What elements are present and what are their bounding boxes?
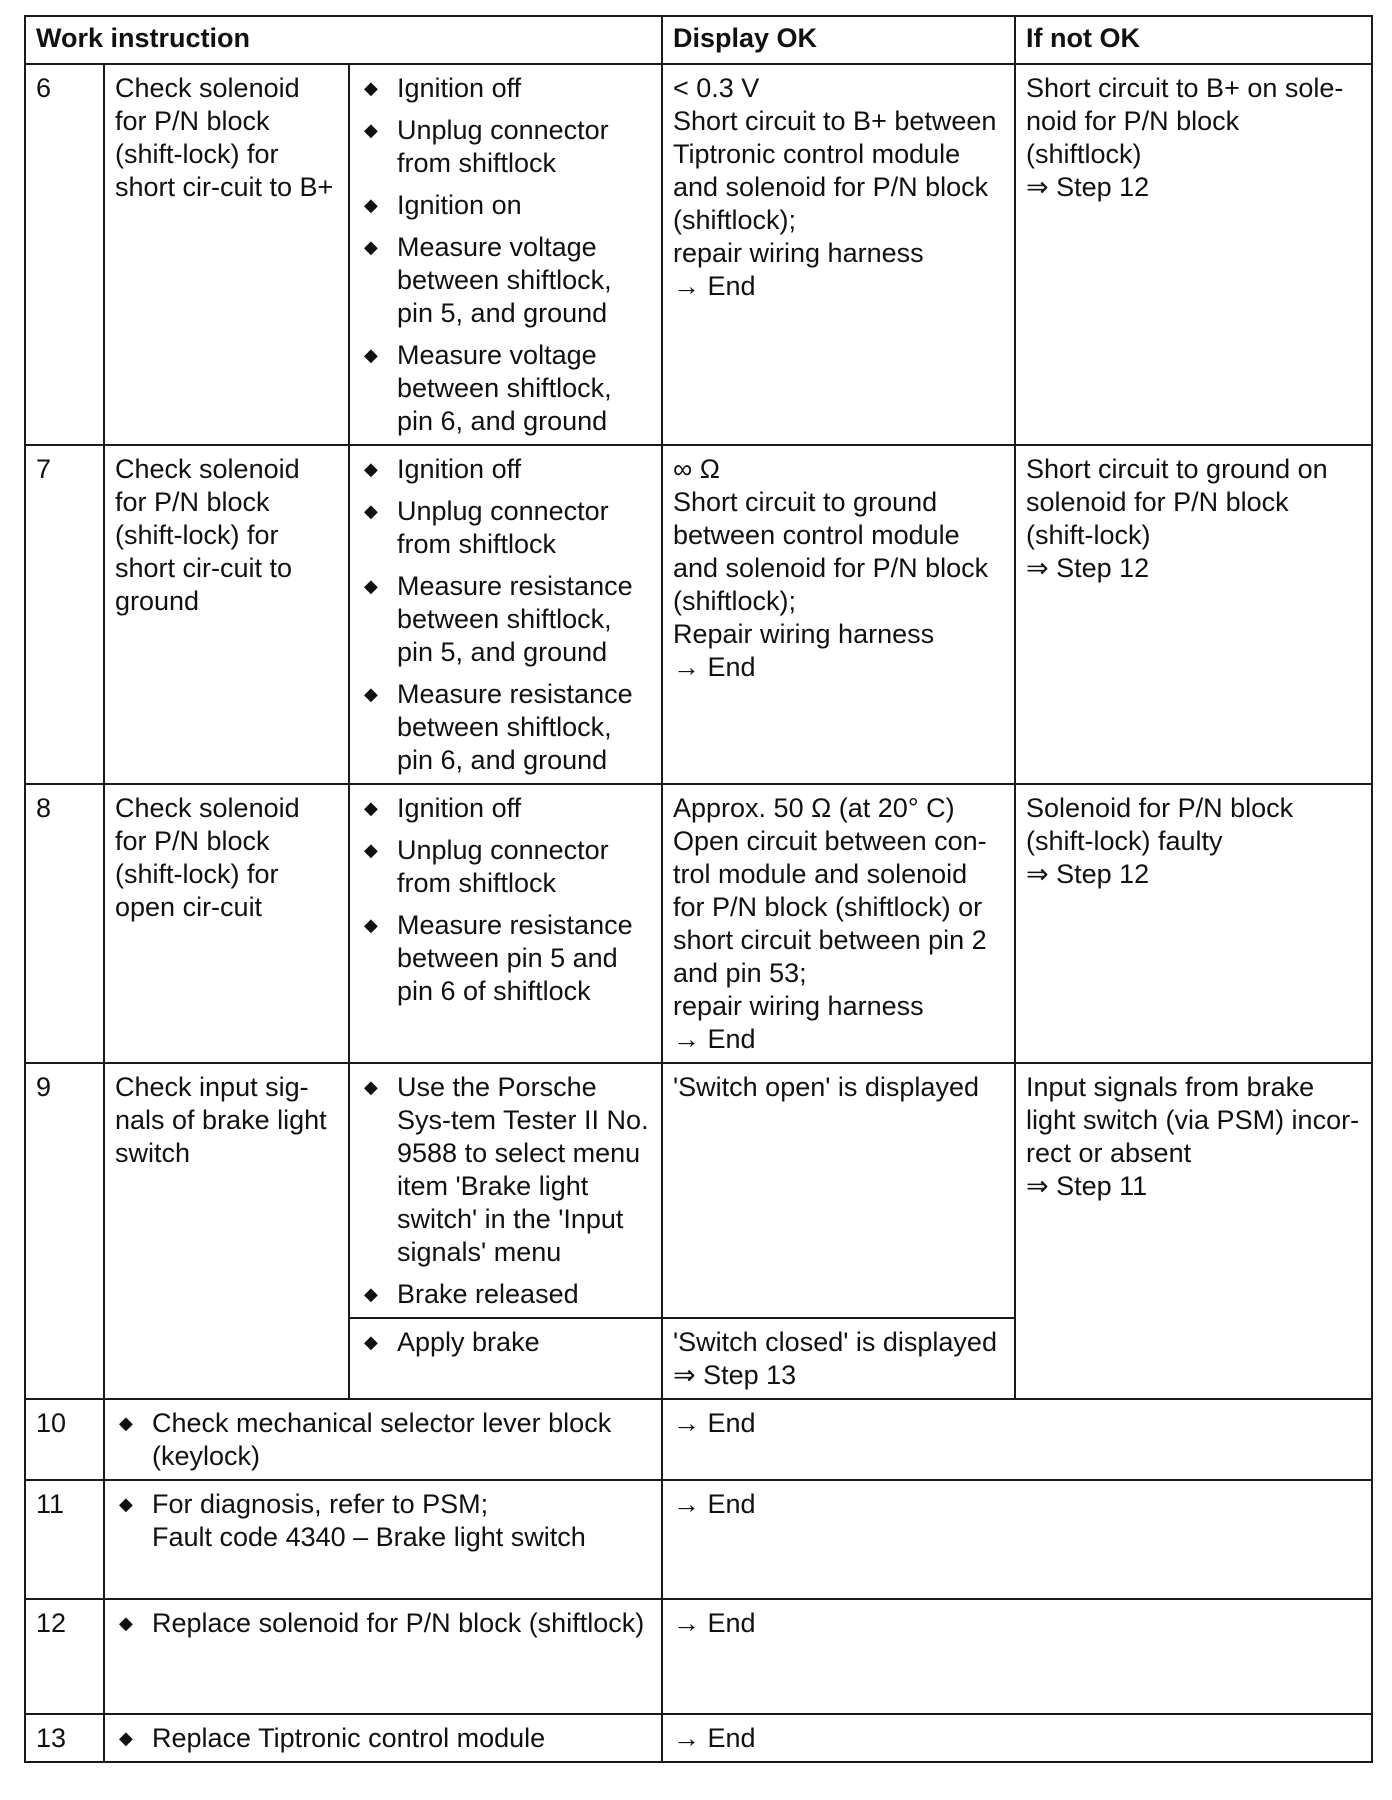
list-item: ◆ Replace solenoid for P/N block (shiftlock) (119, 1608, 645, 1638)
work-steps (349, 1063, 662, 1318)
list-item: ◆ Measure voltage between shiftlock, pin 5, and ground (364, 232, 612, 328)
table-row-12 (25, 1599, 1372, 1714)
diamond-bullet-icon: ◆ (119, 1494, 133, 1514)
list-item: ◆ Use the Porsche Sys-tem Tester II No. 9588 to select menu item 'Brake light switch' in the 'Input signals' menu (364, 1072, 649, 1267)
table-row-7 (25, 445, 1372, 784)
list-item: ◆ Ignition off (364, 73, 522, 103)
display-ok-cell: 'Switch closed' is displayed ⇒ Step 13 (662, 1318, 1015, 1399)
display-ok-cell: ∞ Ω Short circuit to ground between control module and solenoid for P/N block (shiftlock); Repair wiring harness → End (662, 445, 1015, 784)
diamond-bullet-icon: ◆ (364, 78, 378, 98)
list-item: ◆ Measure resistance between pin 5 and pin 6 of shiftlock (364, 910, 633, 1006)
header-work-instruction: Work instruction (25, 16, 662, 64)
diamond-bullet-icon: ◆ (364, 501, 378, 521)
step-number: 6 (25, 64, 104, 445)
list-item: ◆ Ignition off (364, 454, 522, 484)
diamond-bullet-icon: ◆ (364, 840, 378, 860)
check-description: Check solenoid for P/N block (shift-lock) for open cir-cuit (104, 784, 349, 1063)
step-number: 11 (25, 1480, 104, 1599)
work-steps (104, 1399, 662, 1480)
diamond-bullet-icon: ◆ (364, 1332, 378, 1352)
list-item: ◆ Unplug connector from shiftlock (364, 115, 609, 178)
diamond-bullet-icon: ◆ (364, 684, 378, 704)
display-ok-cell: → End (662, 1714, 1372, 1762)
step-number: 13 (25, 1714, 104, 1762)
table-row-11 (25, 1480, 1372, 1599)
check-description: Check solenoid for P/N block (shift-lock) for short cir-cuit to ground (104, 445, 349, 784)
table-row-6 (25, 64, 1372, 445)
diamond-bullet-icon: ◆ (364, 459, 378, 479)
work-steps (104, 1480, 662, 1599)
work-steps (349, 445, 662, 784)
diamond-bullet-icon: ◆ (364, 1284, 378, 1304)
display-ok-cell: 'Switch open' is displayed (662, 1063, 1015, 1318)
header-display-ok: Display OK (662, 16, 1015, 64)
diamond-bullet-icon: ◆ (364, 915, 378, 935)
diamond-bullet-icon: ◆ (364, 576, 378, 596)
diamond-bullet-icon: ◆ (364, 237, 378, 257)
list-item: ◆ Measure resistance between shiftlock, pin 5, and ground (364, 571, 633, 667)
display-ok-cell: Approx. 50 Ω (at 20° C) Open circuit between con-trol module and solenoid for P/N block (shiftlock) or short circuit between pin 2 and pin 53; repair wiring harness → End (662, 784, 1015, 1063)
diamond-bullet-icon: ◆ (364, 798, 378, 818)
list-item: ◆ Apply brake (364, 1327, 540, 1357)
list-item: ◆ Ignition off (364, 793, 522, 823)
header-if-not-ok: If not OK (1015, 16, 1372, 64)
check-description: Check input sig-nals of brake light switch (104, 1063, 349, 1399)
table-row-10 (25, 1399, 1372, 1480)
diamond-bullet-icon: ◆ (364, 345, 378, 365)
step-number: 8 (25, 784, 104, 1063)
list-item: ◆ Ignition on (364, 190, 522, 220)
diamond-bullet-icon: ◆ (119, 1613, 133, 1633)
list-item: ◆ Measure voltage between shiftlock, pin 6, and ground (364, 340, 612, 436)
diamond-bullet-icon: ◆ (119, 1728, 133, 1748)
work-steps (104, 1714, 662, 1762)
if-not-ok-cell: Solenoid for P/N block (shift-lock) faulty ⇒ Step 12 (1015, 784, 1372, 1063)
check-description: Check solenoid for P/N block (shift-lock) for short cir-cuit to B+ (104, 64, 349, 445)
list-item: ◆ For diagnosis, refer to PSM; Fault code 4340 – Brake light switch (119, 1489, 586, 1552)
list-item: ◆ Replace Tiptronic control module (119, 1723, 546, 1753)
diamond-bullet-icon: ◆ (364, 1077, 378, 1097)
list-item: ◆ Brake released (364, 1279, 579, 1309)
list-item: ◆ Unplug connector from shiftlock (364, 496, 609, 559)
display-ok-cell: → End (662, 1599, 1372, 1714)
display-ok-cell: < 0.3 V Short circuit to B+ between Tiptronic control module and solenoid for P/N block (shiftlock); repair wiring harness → End (662, 64, 1015, 445)
step-number: 9 (25, 1063, 104, 1399)
list-item: ◆ Check mechanical selector lever block (keylock) (119, 1408, 612, 1471)
if-not-ok-cell: Short circuit to ground on solenoid for P/N block (shift-lock) ⇒ Step 12 (1015, 445, 1372, 784)
work-steps (349, 1318, 662, 1399)
table-header-row (25, 16, 1372, 64)
table-row-13 (25, 1714, 1372, 1762)
work-instruction-table (24, 15, 1373, 1763)
display-ok-cell: → End (662, 1480, 1372, 1599)
table-row-8 (25, 784, 1372, 1063)
if-not-ok-cell: Short circuit to B+ on sole-noid for P/N block (shiftlock) ⇒ Step 12 (1015, 64, 1372, 445)
if-not-ok-cell: Input signals from brake light switch (via PSM) incor-rect or absent ⇒ Step 11 (1015, 1063, 1372, 1399)
list-item: ◆ Measure resistance between shiftlock, pin 6, and ground (364, 679, 633, 775)
work-steps (349, 784, 662, 1063)
diamond-bullet-icon: ◆ (119, 1413, 133, 1433)
diamond-bullet-icon: ◆ (364, 120, 378, 140)
diamond-bullet-icon: ◆ (364, 195, 378, 215)
work-steps (104, 1599, 662, 1714)
step-number: 10 (25, 1399, 104, 1480)
step-number: 7 (25, 445, 104, 784)
step-number: 12 (25, 1599, 104, 1714)
work-steps (349, 64, 662, 445)
list-item: ◆ Unplug connector from shiftlock (364, 835, 609, 898)
display-ok-cell: → End (662, 1399, 1372, 1480)
table-row-9 (25, 1063, 1372, 1318)
